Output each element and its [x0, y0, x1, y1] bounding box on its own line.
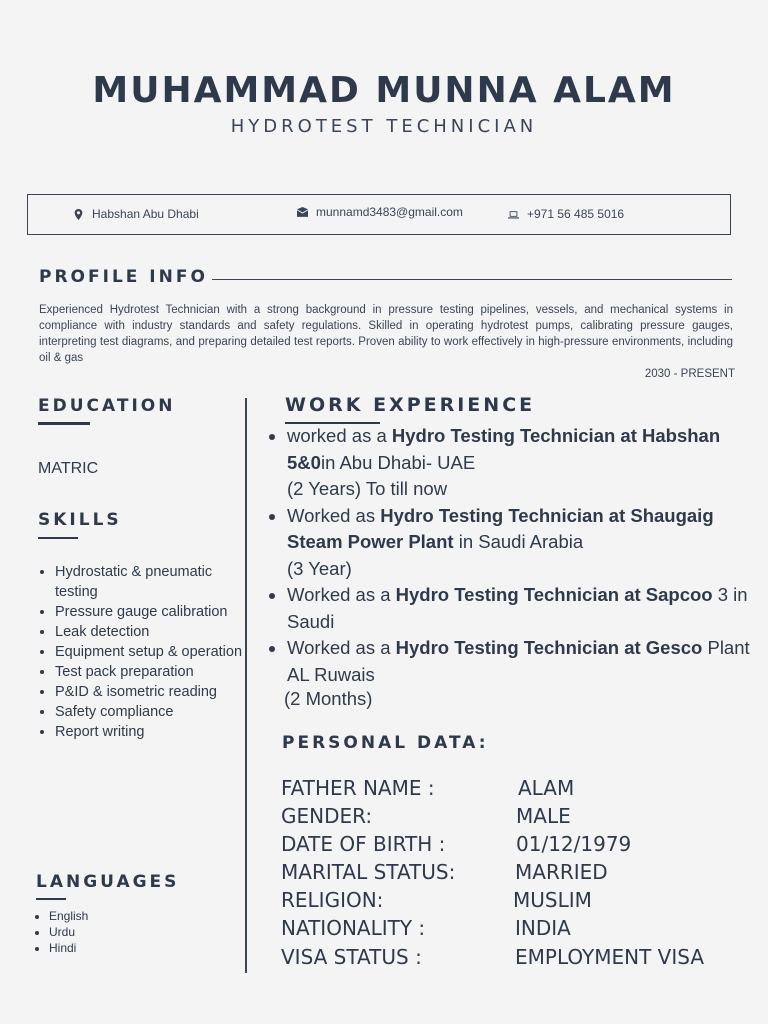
list-item: • Equipment setup & operation	[55, 642, 255, 662]
phone-text[interactable]: +971 56 485 5016	[527, 207, 625, 221]
list-item: • Pressure gauge calibration	[55, 602, 255, 622]
contact-location	[73, 207, 199, 221]
personal-label: MARITAL STATUS:	[281, 860, 456, 884]
work-item-post: in Abu Dhabi- UAE	[320, 451, 476, 473]
profile-heading: PROFILE INFO	[39, 267, 208, 287]
work-extra-duration: (2 Months)	[284, 688, 373, 709]
education-underline	[38, 422, 90, 425]
work-item	[287, 503, 757, 583]
list-item: • English	[49, 908, 88, 924]
profile-divider	[212, 279, 732, 280]
personal-value: MALE	[516, 804, 571, 828]
work-item-role: Hydro Testing Technician at Shaugaig Steam Power Plant	[287, 504, 714, 552]
list-item: • P&ID & isometric reading	[55, 682, 255, 702]
work-item-pre: worked as a	[287, 425, 392, 446]
personal-label: FATHER NAME :	[281, 776, 435, 800]
education-item: MATRIC	[38, 460, 99, 477]
personal-label: RELIGION:	[281, 888, 384, 912]
work-item-role: Hydro Testing Technician at Sapcoo	[395, 584, 713, 605]
skills-list	[38, 562, 255, 742]
laptop-icon	[508, 209, 519, 220]
mail-icon	[297, 207, 308, 218]
work-item-post: Plant AL Ruwais	[287, 637, 750, 685]
work-item-pre: Worked as	[287, 504, 381, 526]
list-item: • Hydrostatic & pneumatic testing	[55, 562, 255, 602]
personal-value: ALAM	[518, 776, 575, 800]
work-item-pre: Worked as a	[287, 584, 396, 605]
work-item-pre: Worked as a	[287, 637, 396, 658]
profile-text: Experienced Hydrotest Technician with a strong background in pressure testing pipelines, vessels, and mechanical systems in compliance with industry standards and safety regulations. Skilled in operating hydrotest pumps, calibrating pressure gauges, interpreting test diagrams, and preparing detailed test reports. Proven ability to work effectively in high-pressure environments, including oil & gas	[39, 304, 733, 364]
personal-value: MUSLIM	[513, 888, 592, 912]
personal-label: DATE OF BIRTH :	[281, 832, 446, 856]
contact-email[interactable]	[297, 205, 463, 219]
personal-value: 01/12/1979	[516, 832, 632, 856]
work-item-post: in Saudi Arabia	[453, 531, 584, 552]
personal-value: MARRIED	[515, 860, 608, 884]
date-range: 2030 - PRESENT	[644, 368, 735, 380]
work-item-role: Hydro Testing Technician at Habshan 5&0	[287, 425, 721, 473]
education-heading: EDUCATION	[38, 396, 176, 416]
work-item-post: 3 in Saudi	[287, 584, 748, 632]
location-pin-icon	[73, 209, 84, 220]
candidate-name: MUHAMMAD MUNNA ALAM	[92, 70, 676, 111]
personal-value: INDIA	[515, 916, 571, 940]
languages-underline	[36, 898, 66, 900]
list-item: • Hindi	[49, 940, 88, 956]
languages-list	[32, 908, 88, 956]
work-heading: WORK EXPERIENCE	[285, 394, 536, 416]
work-item-duration: (3 Year)	[287, 557, 352, 579]
list-item: • Leak detection	[55, 622, 255, 642]
personal-label: VISA STATUS :	[281, 945, 422, 969]
location-text: Habshan Abu Dhabi	[92, 207, 199, 221]
work-list	[266, 423, 757, 688]
work-item	[287, 582, 757, 635]
column-divider	[245, 398, 247, 973]
contact-bar	[27, 194, 731, 235]
work-item	[287, 423, 757, 503]
list-item: • Safety compliance	[55, 702, 255, 722]
languages-heading: LANGUAGES	[36, 872, 180, 892]
list-item: • Test pack preparation	[55, 662, 255, 682]
work-item	[287, 635, 757, 688]
skills-heading: SKILLS	[38, 510, 122, 530]
work-item-role: Hydro Testing Technician at Gesco	[395, 637, 703, 658]
contact-phone[interactable]	[508, 207, 624, 221]
job-title: HYDROTEST TECHNICIAN	[230, 116, 538, 137]
personal-value: EMPLOYMENT VISA	[515, 945, 705, 969]
personal-label: NATIONALITY :	[281, 916, 426, 940]
work-item-duration: (2 Years) To till now	[287, 478, 448, 499]
email-text[interactable]: munnamd3483@gmail.com	[316, 205, 463, 219]
skills-underline	[38, 537, 78, 539]
personal-heading: PERSONAL DATA:	[282, 733, 489, 753]
list-item: • Report writing	[55, 722, 255, 742]
personal-label: GENDER:	[281, 804, 373, 828]
list-item: • Urdu	[49, 924, 88, 940]
